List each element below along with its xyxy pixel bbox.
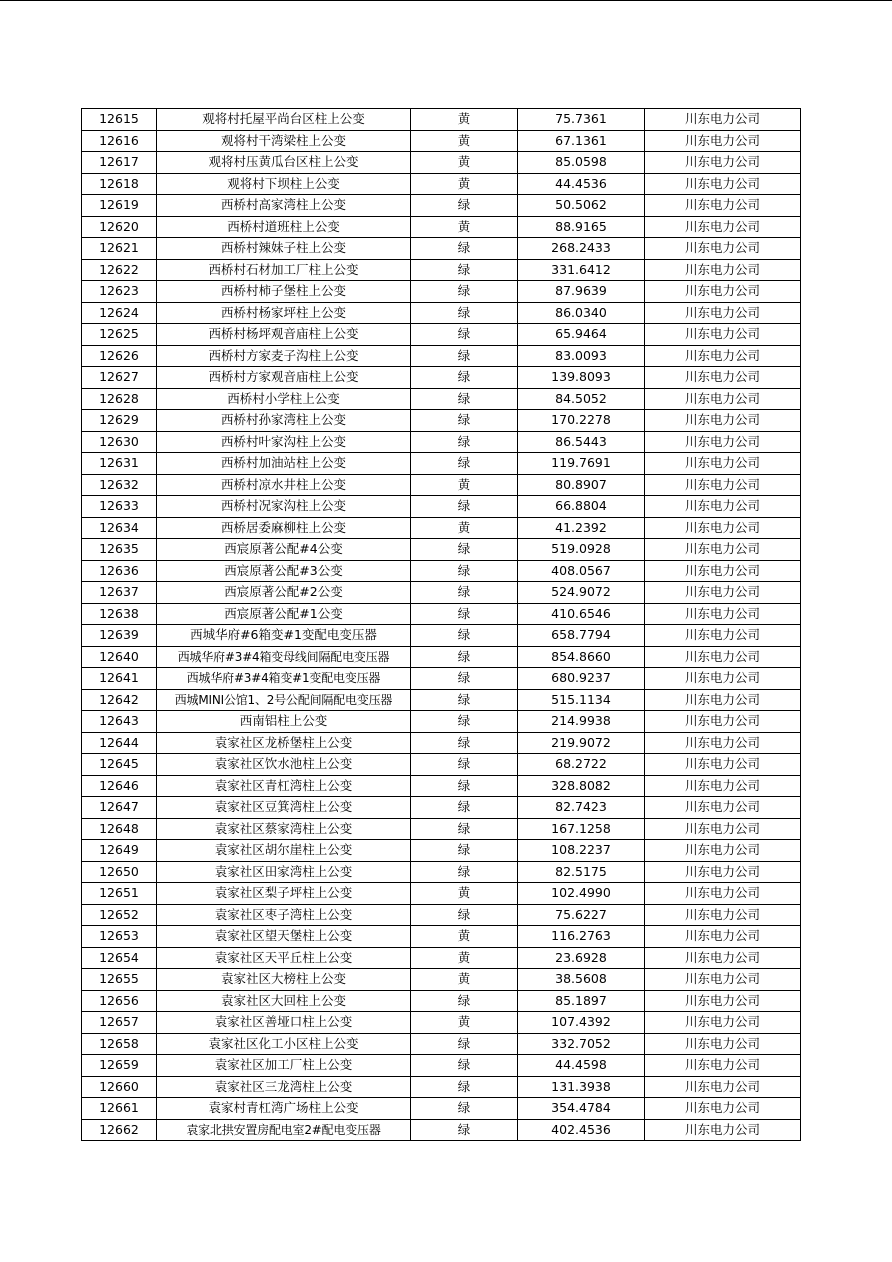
- transformer-name-cell: 观将村干湾梁柱上公变: [157, 130, 411, 152]
- row-id-cell: 12645: [82, 754, 157, 776]
- company-cell: 川东电力公司: [645, 517, 801, 539]
- company-cell: 川东电力公司: [645, 302, 801, 324]
- value-cell: 83.0093: [518, 345, 645, 367]
- value-cell: 82.5175: [518, 861, 645, 883]
- transformer-name-cell: 西桥村叶家沟柱上公变: [157, 431, 411, 453]
- transformer-name-cell: 观将村下坝柱上公变: [157, 173, 411, 195]
- status-color-cell: 绿: [411, 1119, 518, 1141]
- transformer-name-cell: 西桥村加油站柱上公变: [157, 453, 411, 475]
- row-id-cell: 12640: [82, 646, 157, 668]
- status-color-cell: 绿: [411, 453, 518, 475]
- row-id-cell: 12624: [82, 302, 157, 324]
- transformer-name-cell: 西宸原著公配#2公变: [157, 582, 411, 604]
- table-row: [82, 797, 801, 819]
- row-id-cell: 12651: [82, 883, 157, 905]
- transformer-name-cell: 袁家社区饮水池柱上公变: [157, 754, 411, 776]
- transformer-name-cell: 西宸原著公配#4公变: [157, 539, 411, 561]
- transformer-name-cell: 袁家社区大回柱上公变: [157, 990, 411, 1012]
- table-row: [82, 1076, 801, 1098]
- transformer-name-cell: 西桥村方家麦子沟柱上公变: [157, 345, 411, 367]
- row-id-cell: 12653: [82, 926, 157, 948]
- transformer-name-cell: 袁家社区善垭口柱上公变: [157, 1012, 411, 1034]
- status-color-cell: 绿: [411, 302, 518, 324]
- table-row: [82, 474, 801, 496]
- table-row: [82, 496, 801, 518]
- table-row: [82, 926, 801, 948]
- page-top-border: [0, 0, 892, 1]
- value-cell: 680.9237: [518, 668, 645, 690]
- transformer-name-cell: 袁家社区三龙湾柱上公变: [157, 1076, 411, 1098]
- row-id-cell: 12654: [82, 947, 157, 969]
- value-cell: 88.9165: [518, 216, 645, 238]
- value-cell: 214.9938: [518, 711, 645, 733]
- status-color-cell: 绿: [411, 259, 518, 281]
- transformer-name-cell: 袁家北拱安置房配电室2#配电变压器: [157, 1119, 411, 1141]
- value-cell: 23.6928: [518, 947, 645, 969]
- table-row: [82, 109, 801, 131]
- row-id-cell: 12662: [82, 1119, 157, 1141]
- table-row: [82, 582, 801, 604]
- table-row: [82, 517, 801, 539]
- company-cell: 川东电力公司: [645, 539, 801, 561]
- row-id-cell: 12650: [82, 861, 157, 883]
- status-color-cell: 黄: [411, 926, 518, 948]
- status-color-cell: 绿: [411, 431, 518, 453]
- value-cell: 658.7794: [518, 625, 645, 647]
- table-row: [82, 1055, 801, 1077]
- company-cell: 川东电力公司: [645, 603, 801, 625]
- value-cell: 65.9464: [518, 324, 645, 346]
- value-cell: 167.1258: [518, 818, 645, 840]
- value-cell: 116.2763: [518, 926, 645, 948]
- status-color-cell: 绿: [411, 668, 518, 690]
- company-cell: 川东电力公司: [645, 969, 801, 991]
- row-id-cell: 12659: [82, 1055, 157, 1077]
- table-row: [82, 861, 801, 883]
- status-color-cell: 黄: [411, 216, 518, 238]
- status-color-cell: 绿: [411, 797, 518, 819]
- row-id-cell: 12635: [82, 539, 157, 561]
- row-id-cell: 12622: [82, 259, 157, 281]
- transformer-name-cell: 西桥村方家观音庙柱上公变: [157, 367, 411, 389]
- value-cell: 402.4536: [518, 1119, 645, 1141]
- table-row: [82, 775, 801, 797]
- company-cell: 川东电力公司: [645, 109, 801, 131]
- status-color-cell: 绿: [411, 195, 518, 217]
- table-body: [82, 109, 801, 1141]
- table-row: [82, 990, 801, 1012]
- status-color-cell: 黄: [411, 969, 518, 991]
- company-cell: 川东电力公司: [645, 1033, 801, 1055]
- row-id-cell: 12620: [82, 216, 157, 238]
- company-cell: 川东电力公司: [645, 754, 801, 776]
- table-row: [82, 1098, 801, 1120]
- table-row: [82, 195, 801, 217]
- value-cell: 38.5608: [518, 969, 645, 991]
- value-cell: 408.0567: [518, 560, 645, 582]
- company-cell: 川东电力公司: [645, 453, 801, 475]
- row-id-cell: 12646: [82, 775, 157, 797]
- status-color-cell: 黄: [411, 947, 518, 969]
- status-color-cell: 绿: [411, 281, 518, 303]
- transformer-name-cell: 西宸原著公配#1公变: [157, 603, 411, 625]
- transformer-name-cell: 西桥村杨家坪柱上公变: [157, 302, 411, 324]
- company-cell: 川东电力公司: [645, 711, 801, 733]
- status-color-cell: 绿: [411, 324, 518, 346]
- transformer-name-cell: 西南铝柱上公变: [157, 711, 411, 733]
- value-cell: 119.7691: [518, 453, 645, 475]
- transformer-name-cell: 袁家社区龙桥堡柱上公变: [157, 732, 411, 754]
- company-cell: 川东电力公司: [645, 324, 801, 346]
- status-color-cell: 绿: [411, 582, 518, 604]
- row-id-cell: 12639: [82, 625, 157, 647]
- status-color-cell: 黄: [411, 152, 518, 174]
- status-color-cell: 绿: [411, 904, 518, 926]
- row-id-cell: 12658: [82, 1033, 157, 1055]
- company-cell: 川东电力公司: [645, 388, 801, 410]
- transformer-name-cell: 袁家社区蔡家湾柱上公变: [157, 818, 411, 840]
- status-color-cell: 绿: [411, 861, 518, 883]
- transformer-name-cell: 观将村压黄瓜台区柱上公变: [157, 152, 411, 174]
- company-cell: 川东电力公司: [645, 216, 801, 238]
- row-id-cell: 12656: [82, 990, 157, 1012]
- transformer-name-cell: 袁家社区田家湾柱上公变: [157, 861, 411, 883]
- value-cell: 107.4392: [518, 1012, 645, 1034]
- table-row: [82, 689, 801, 711]
- table-row: [82, 431, 801, 453]
- company-cell: 川东电力公司: [645, 818, 801, 840]
- table-row: [82, 216, 801, 238]
- value-cell: 268.2433: [518, 238, 645, 260]
- row-id-cell: 12638: [82, 603, 157, 625]
- value-cell: 87.9639: [518, 281, 645, 303]
- company-cell: 川东电力公司: [645, 1055, 801, 1077]
- transformer-name-cell: 西桥村道班柱上公变: [157, 216, 411, 238]
- company-cell: 川东电力公司: [645, 560, 801, 582]
- status-color-cell: 绿: [411, 689, 518, 711]
- transformer-name-cell: 西桥村柿子堡柱上公变: [157, 281, 411, 303]
- status-color-cell: 绿: [411, 754, 518, 776]
- status-color-cell: 绿: [411, 410, 518, 432]
- transformer-name-cell: 西桥村杨坪观音庙柱上公变: [157, 324, 411, 346]
- company-cell: 川东电力公司: [645, 775, 801, 797]
- company-cell: 川东电力公司: [645, 689, 801, 711]
- company-cell: 川东电力公司: [645, 990, 801, 1012]
- value-cell: 44.4536: [518, 173, 645, 195]
- value-cell: 131.3938: [518, 1076, 645, 1098]
- company-cell: 川东电力公司: [645, 732, 801, 754]
- table-row: [82, 173, 801, 195]
- value-cell: 82.7423: [518, 797, 645, 819]
- transformer-name-cell: 西城华府#3#4箱变母线间隔配电变压器: [157, 646, 411, 668]
- value-cell: 219.9072: [518, 732, 645, 754]
- row-id-cell: 12643: [82, 711, 157, 733]
- status-color-cell: 绿: [411, 603, 518, 625]
- status-color-cell: 绿: [411, 560, 518, 582]
- status-color-cell: 黄: [411, 517, 518, 539]
- transformer-name-cell: 袁家社区青杠湾柱上公变: [157, 775, 411, 797]
- value-cell: 108.2237: [518, 840, 645, 862]
- table-row: [82, 668, 801, 690]
- row-id-cell: 12627: [82, 367, 157, 389]
- company-cell: 川东电力公司: [645, 259, 801, 281]
- table-row: [82, 453, 801, 475]
- value-cell: 102.4990: [518, 883, 645, 905]
- row-id-cell: 12655: [82, 969, 157, 991]
- transformer-name-cell: 西桥居委麻柳柱上公变: [157, 517, 411, 539]
- status-color-cell: 绿: [411, 388, 518, 410]
- table-row: [82, 904, 801, 926]
- company-cell: 川东电力公司: [645, 1076, 801, 1098]
- status-color-cell: 绿: [411, 367, 518, 389]
- table-row: [82, 711, 801, 733]
- table-row: [82, 883, 801, 905]
- status-color-cell: 绿: [411, 539, 518, 561]
- table-row: [82, 410, 801, 432]
- row-id-cell: 12661: [82, 1098, 157, 1120]
- value-cell: 86.0340: [518, 302, 645, 324]
- table-row: [82, 1033, 801, 1055]
- company-cell: 川东电力公司: [645, 883, 801, 905]
- company-cell: 川东电力公司: [645, 1012, 801, 1034]
- row-id-cell: 12647: [82, 797, 157, 819]
- status-color-cell: 绿: [411, 496, 518, 518]
- company-cell: 川东电力公司: [645, 474, 801, 496]
- table-row: [82, 1119, 801, 1141]
- transformer-name-cell: 西桥村况家沟柱上公变: [157, 496, 411, 518]
- transformer-name-cell: 袁家社区胡尔崖柱上公变: [157, 840, 411, 862]
- status-color-cell: 黄: [411, 1012, 518, 1034]
- transformer-name-cell: 西城MINI公馆1、2号公配间隔配电变压器: [157, 689, 411, 711]
- row-id-cell: 12619: [82, 195, 157, 217]
- value-cell: 80.8907: [518, 474, 645, 496]
- value-cell: 67.1361: [518, 130, 645, 152]
- table-row: [82, 130, 801, 152]
- table-row: [82, 969, 801, 991]
- table-row: [82, 646, 801, 668]
- table-row: [82, 732, 801, 754]
- table-row: [82, 754, 801, 776]
- value-cell: 328.8082: [518, 775, 645, 797]
- company-cell: 川东电力公司: [645, 926, 801, 948]
- value-cell: 854.8660: [518, 646, 645, 668]
- status-color-cell: 绿: [411, 1076, 518, 1098]
- table-row: [82, 259, 801, 281]
- transformer-name-cell: 西桥村石材加工厂柱上公变: [157, 259, 411, 281]
- status-color-cell: 绿: [411, 238, 518, 260]
- company-cell: 川东电力公司: [645, 797, 801, 819]
- table-row: [82, 625, 801, 647]
- value-cell: 41.2392: [518, 517, 645, 539]
- row-id-cell: 12660: [82, 1076, 157, 1098]
- company-cell: 川东电力公司: [645, 625, 801, 647]
- status-color-cell: 绿: [411, 775, 518, 797]
- value-cell: 354.4784: [518, 1098, 645, 1120]
- value-cell: 410.6546: [518, 603, 645, 625]
- transformer-name-cell: 西桥村凉水井柱上公变: [157, 474, 411, 496]
- transformer-name-cell: 西桥村孙家湾柱上公变: [157, 410, 411, 432]
- company-cell: 川东电力公司: [645, 904, 801, 926]
- transformer-name-cell: 袁家社区豆箕湾柱上公变: [157, 797, 411, 819]
- table-row: [82, 388, 801, 410]
- value-cell: 86.5443: [518, 431, 645, 453]
- value-cell: 519.0928: [518, 539, 645, 561]
- row-id-cell: 12634: [82, 517, 157, 539]
- status-color-cell: 绿: [411, 990, 518, 1012]
- transformer-name-cell: 袁家社区梨子坪柱上公变: [157, 883, 411, 905]
- table-row: [82, 324, 801, 346]
- table-row: [82, 238, 801, 260]
- status-color-cell: 绿: [411, 1055, 518, 1077]
- row-id-cell: 12637: [82, 582, 157, 604]
- status-color-cell: 黄: [411, 173, 518, 195]
- value-cell: 139.8093: [518, 367, 645, 389]
- transformer-name-cell: 西桥村小学柱上公变: [157, 388, 411, 410]
- status-color-cell: 绿: [411, 711, 518, 733]
- status-color-cell: 绿: [411, 625, 518, 647]
- company-cell: 川东电力公司: [645, 840, 801, 862]
- transformer-name-cell: 观将村托屋平尚台区柱上公变: [157, 109, 411, 131]
- table-row: [82, 302, 801, 324]
- row-id-cell: 12625: [82, 324, 157, 346]
- company-cell: 川东电力公司: [645, 345, 801, 367]
- status-color-cell: 绿: [411, 1098, 518, 1120]
- status-color-cell: 绿: [411, 345, 518, 367]
- company-cell: 川东电力公司: [645, 367, 801, 389]
- company-cell: 川东电力公司: [645, 281, 801, 303]
- status-color-cell: 黄: [411, 109, 518, 131]
- company-cell: 川东电力公司: [645, 668, 801, 690]
- value-cell: 44.4598: [518, 1055, 645, 1077]
- value-cell: 331.6412: [518, 259, 645, 281]
- transformer-name-cell: 西城华府#3#4箱变#1变配电变压器: [157, 668, 411, 690]
- company-cell: 川东电力公司: [645, 431, 801, 453]
- table-row: [82, 603, 801, 625]
- row-id-cell: 12618: [82, 173, 157, 195]
- company-cell: 川东电力公司: [645, 1119, 801, 1141]
- value-cell: 75.7361: [518, 109, 645, 131]
- table-row: [82, 818, 801, 840]
- transformer-table: [81, 108, 801, 1141]
- table-row: [82, 367, 801, 389]
- status-color-cell: 绿: [411, 840, 518, 862]
- table-row: [82, 840, 801, 862]
- value-cell: 85.0598: [518, 152, 645, 174]
- row-id-cell: 12649: [82, 840, 157, 862]
- row-id-cell: 12633: [82, 496, 157, 518]
- company-cell: 川东电力公司: [645, 238, 801, 260]
- company-cell: 川东电力公司: [645, 173, 801, 195]
- company-cell: 川东电力公司: [645, 947, 801, 969]
- row-id-cell: 12648: [82, 818, 157, 840]
- value-cell: 68.2722: [518, 754, 645, 776]
- company-cell: 川东电力公司: [645, 130, 801, 152]
- company-cell: 川东电力公司: [645, 582, 801, 604]
- transformer-name-cell: 袁家社区天平丘柱上公变: [157, 947, 411, 969]
- transformer-name-cell: 西城华府#6箱变#1变配电变压器: [157, 625, 411, 647]
- value-cell: 50.5062: [518, 195, 645, 217]
- row-id-cell: 12652: [82, 904, 157, 926]
- row-id-cell: 12628: [82, 388, 157, 410]
- row-id-cell: 12632: [82, 474, 157, 496]
- transformer-name-cell: 西桥村高家湾柱上公变: [157, 195, 411, 217]
- transformer-name-cell: 袁家社区望天堡柱上公变: [157, 926, 411, 948]
- row-id-cell: 12630: [82, 431, 157, 453]
- transformer-name-cell: 袁家社区加工厂柱上公变: [157, 1055, 411, 1077]
- row-id-cell: 12616: [82, 130, 157, 152]
- company-cell: 川东电力公司: [645, 1098, 801, 1120]
- row-id-cell: 12617: [82, 152, 157, 174]
- transformer-name-cell: 西桥村辣妹子柱上公变: [157, 238, 411, 260]
- transformer-name-cell: 袁家村青杠湾广场柱上公变: [157, 1098, 411, 1120]
- row-id-cell: 12631: [82, 453, 157, 475]
- company-cell: 川东电力公司: [645, 195, 801, 217]
- status-color-cell: 绿: [411, 1033, 518, 1055]
- value-cell: 84.5052: [518, 388, 645, 410]
- value-cell: 75.6227: [518, 904, 645, 926]
- status-color-cell: 绿: [411, 818, 518, 840]
- table-row: [82, 345, 801, 367]
- transformer-name-cell: 袁家社区枣子湾柱上公变: [157, 904, 411, 926]
- row-id-cell: 12623: [82, 281, 157, 303]
- table-row: [82, 281, 801, 303]
- company-cell: 川东电力公司: [645, 410, 801, 432]
- status-color-cell: 黄: [411, 883, 518, 905]
- value-cell: 524.9072: [518, 582, 645, 604]
- transformer-name-cell: 西宸原著公配#3公变: [157, 560, 411, 582]
- transformer-name-cell: 袁家社区大榜柱上公变: [157, 969, 411, 991]
- row-id-cell: 12644: [82, 732, 157, 754]
- table-row: [82, 560, 801, 582]
- row-id-cell: 12626: [82, 345, 157, 367]
- table-row: [82, 539, 801, 561]
- value-cell: 332.7052: [518, 1033, 645, 1055]
- company-cell: 川东电力公司: [645, 496, 801, 518]
- value-cell: 170.2278: [518, 410, 645, 432]
- value-cell: 66.8804: [518, 496, 645, 518]
- table-row: [82, 152, 801, 174]
- status-color-cell: 黄: [411, 130, 518, 152]
- row-id-cell: 12621: [82, 238, 157, 260]
- row-id-cell: 12657: [82, 1012, 157, 1034]
- row-id-cell: 12636: [82, 560, 157, 582]
- table-row: [82, 1012, 801, 1034]
- status-color-cell: 绿: [411, 732, 518, 754]
- status-color-cell: 绿: [411, 646, 518, 668]
- status-color-cell: 黄: [411, 474, 518, 496]
- table-row: [82, 947, 801, 969]
- company-cell: 川东电力公司: [645, 646, 801, 668]
- row-id-cell: 12615: [82, 109, 157, 131]
- transformer-name-cell: 袁家社区化工小区柱上公变: [157, 1033, 411, 1055]
- row-id-cell: 12641: [82, 668, 157, 690]
- row-id-cell: 12629: [82, 410, 157, 432]
- value-cell: 85.1897: [518, 990, 645, 1012]
- company-cell: 川东电力公司: [645, 152, 801, 174]
- value-cell: 515.1134: [518, 689, 645, 711]
- company-cell: 川东电力公司: [645, 861, 801, 883]
- row-id-cell: 12642: [82, 689, 157, 711]
